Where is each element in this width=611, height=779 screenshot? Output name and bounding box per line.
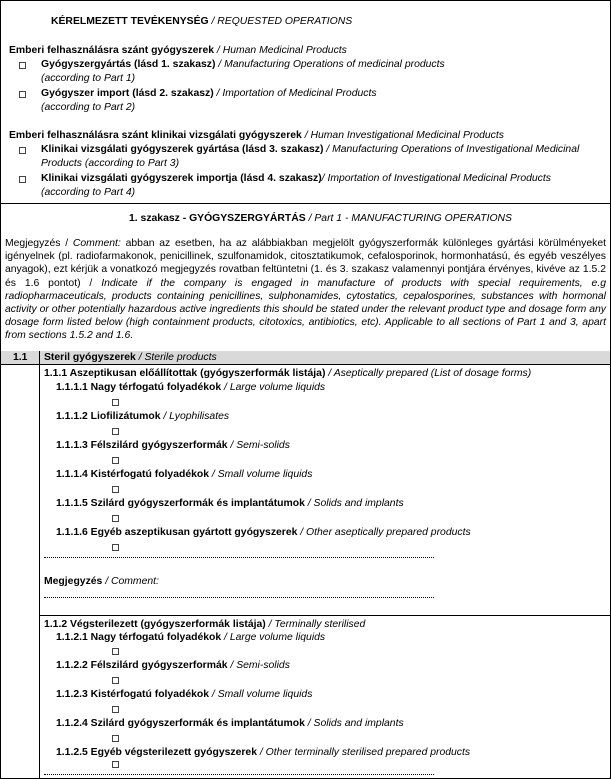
terminal-heading	[44, 619, 365, 632]
sterile-heading-en: / Sterile products	[135, 352, 217, 363]
item-en: / Other terminally sterilised prepared products	[256, 747, 471, 758]
item-en: / Semi-solids	[227, 440, 290, 451]
option-en: / Importation of Medicinal Products	[213, 88, 377, 99]
option-en: / Manufacturing Operations of medicinal products	[215, 59, 445, 70]
option-hu: Klinikai vizsgálati gyógyszerek importja (lásd 4. szakasz)	[41, 173, 322, 184]
option-sub: (according to Part 2)	[41, 102, 136, 113]
note-text-hu: abban az esetben, ha az alábbiakban megjelölt gyógyszerformák különleges gyártási körülményeket igényelnek (pl. radiofarmakonok, penicillinek, szulfonamidok, citosztatikumok, cefalosporinok, hormonhatású, és egyéb veszélyes anyagok), ezt kérjük a vonatkozó megjegyzés rovatban feltüntetni (1. és 3. szakasz valamennyi pontjára érvényes, kivéve az 1.5.2 és 1.6 pontot) /	[5, 238, 606, 289]
item-hu: 1.1.1.2 Liofilizátumok	[56, 411, 161, 422]
note-label: Megjegyzés /	[5, 238, 73, 249]
item-hu: 1.1.1.4 Kistérfogatú folyadékok	[56, 469, 210, 480]
item-hu: 1.1.1.3 Félszilárd gyógyszerformák	[56, 440, 228, 451]
row-divider	[39, 615, 610, 616]
aseptic-heading-hu: 1.1.1 Aszeptikusan előállítottak (gyógyszerformák listája)	[44, 368, 326, 379]
human-heading-hu: Emberi felhasználásra szánt gyógyszerek	[9, 45, 215, 56]
item-en: / Large volume liquids	[221, 632, 326, 643]
option-sub: Products (according to Part 3)	[41, 158, 180, 169]
manufacturing-checkbox[interactable]	[19, 62, 26, 69]
checkbox[interactable]	[112, 706, 119, 713]
part1-section	[1, 204, 610, 352]
clinical-heading-en: / Human Investigational Medicinal Products	[301, 130, 504, 141]
item-hu: 1.1.2.4 Szilárd gyógyszerformák és implantátumok	[56, 718, 305, 729]
import-checkbox[interactable]	[19, 91, 26, 98]
part1-note	[5, 237, 606, 343]
clinical-manufacturing-checkbox[interactable]	[19, 147, 26, 154]
checkbox[interactable]	[112, 399, 119, 406]
option-hu: Gyógyszergyártás (lásd 1. szakasz)	[41, 59, 216, 70]
item-en: / Small volume liquids	[209, 689, 313, 700]
item-en: / Solids and implants	[304, 498, 404, 509]
item-en: / Large volume liquids	[221, 382, 326, 393]
requested-title	[51, 16, 352, 29]
checkbox[interactable]	[112, 515, 119, 522]
clinical-manufacturing-option	[41, 144, 579, 157]
human-heading-en: / Human Medicinal Products	[214, 45, 347, 56]
checkbox[interactable]	[112, 761, 119, 768]
item-hu: 1.1.1.5 Szilárd gyógyszerformák és implantátumok	[56, 498, 305, 509]
option-hu: Klinikai vizsgálati gyógyszerek gyártása (lásd 3. szakasz)	[41, 144, 324, 155]
list-item	[56, 660, 290, 673]
requested-operations-section	[1, 1, 610, 204]
clinical-products-heading	[9, 130, 504, 143]
item-hu: 1.1.2.2 Félszilárd gyógyszerformák	[56, 660, 228, 671]
item-hu: 1.1.2.3 Kistérfogatú folyadékok	[56, 689, 210, 700]
comment-field[interactable]	[44, 597, 434, 598]
column-divider	[39, 351, 40, 778]
terminal-other-field[interactable]	[44, 774, 434, 775]
list-item	[56, 718, 404, 731]
checkbox[interactable]	[112, 677, 119, 684]
aseptic-heading-en: / Aseptically prepared (List of dosage forms)	[325, 368, 532, 379]
item-en: / Lyophilisates	[160, 411, 230, 422]
list-item	[56, 411, 229, 424]
checkbox[interactable]	[112, 735, 119, 742]
item-hu: 1.1.2.1 Nagy térfogatú folyadékok	[56, 632, 222, 643]
option-sub: (according to Part 1)	[41, 73, 136, 84]
checkbox[interactable]	[112, 544, 119, 551]
checkbox[interactable]	[112, 486, 119, 493]
note-label-en: Comment:	[72, 238, 121, 249]
item-en: / Solids and implants	[304, 718, 404, 729]
manufacturing-option	[41, 59, 445, 72]
part1-title-en: / Part 1 - MANUFACTURING OPERATIONS	[305, 213, 512, 224]
list-item	[56, 440, 290, 453]
item-hu: 1.1.1.1 Nagy térfogatú folyadékok	[56, 382, 222, 393]
list-item	[56, 527, 471, 540]
clinical-import-option	[41, 173, 551, 186]
section-number: 1.1	[13, 352, 28, 363]
part1-title	[129, 213, 512, 226]
import-option	[41, 88, 377, 101]
item-en: / Small volume liquids	[209, 469, 313, 480]
list-item	[56, 632, 325, 645]
item-hu: 1.1.2.5 Egyéb végsterilezett gyógyszerek	[56, 747, 257, 758]
comment-label-hu: Megjegyzés	[44, 576, 103, 587]
item-en: / Semi-solids	[227, 660, 290, 671]
requested-title-hu: KÉRELMEZETT TEVÉKENYSÉG	[51, 16, 209, 27]
sterile-heading-hu: Steril gyógyszerek	[44, 352, 136, 363]
item-en: / Other aseptically prepared products	[297, 527, 471, 538]
clinical-heading-hu: Emberi felhasználásra szánt klinikai vizsgálati gyógyszerek	[9, 130, 302, 141]
comment-label-en: / Comment:	[102, 576, 159, 587]
human-products-heading	[9, 45, 347, 58]
terminal-heading-hu: 1.1.2 Végsterilezett (gyógyszerformák listája)	[44, 619, 266, 630]
checkbox[interactable]	[112, 648, 119, 655]
terminal-heading-en: / Terminally sterilised	[265, 619, 366, 630]
requested-title-en: / REQUESTED OPERATIONS	[208, 16, 353, 27]
item-hu: 1.1.1.6 Egyéb aszeptikusan gyártott gyógyszerek	[56, 527, 298, 538]
list-item	[56, 689, 312, 702]
aseptic-other-field[interactable]	[44, 557, 434, 558]
option-en: / Manufacturing Operations of Investigational Medicinal	[323, 144, 580, 155]
option-en: / Importation of Investigational Medicinal Products	[321, 173, 551, 184]
checkbox[interactable]	[112, 457, 119, 464]
note-text-en: Indicate if the company is engaged in manufacture of products with special requirements, e.g radiopharmaceuticals, products containing penicillines, sulphonamides, cytostatics, cepalosporines, substances with hormonal activity or other potentially hazardous active ingredients this should be stated under the relevant product type and dosage form any dosage form listed below (high containment products, citotoxics, antibiotics, etc). Applicable to all sections of Part 1 and 3, apart from sections 1.5.2 and 1.6.	[5, 277, 607, 342]
aseptic-heading	[44, 368, 531, 381]
checkbox[interactable]	[112, 428, 119, 435]
part1-title-hu: 1. szakasz - GYÓGYSZERGYÁRTÁS	[129, 213, 306, 224]
list-item	[56, 469, 312, 482]
option-sub: (according to Part 4)	[41, 187, 136, 198]
sterile-heading	[44, 352, 217, 365]
comment-label	[44, 576, 159, 589]
list-item	[56, 498, 404, 511]
list-item	[56, 382, 325, 395]
option-hu: Gyógyszer import (lásd 2. szakasz)	[41, 88, 214, 99]
clinical-import-checkbox[interactable]	[19, 176, 26, 183]
sterile-products-table	[1, 351, 610, 778]
list-item	[56, 747, 470, 760]
